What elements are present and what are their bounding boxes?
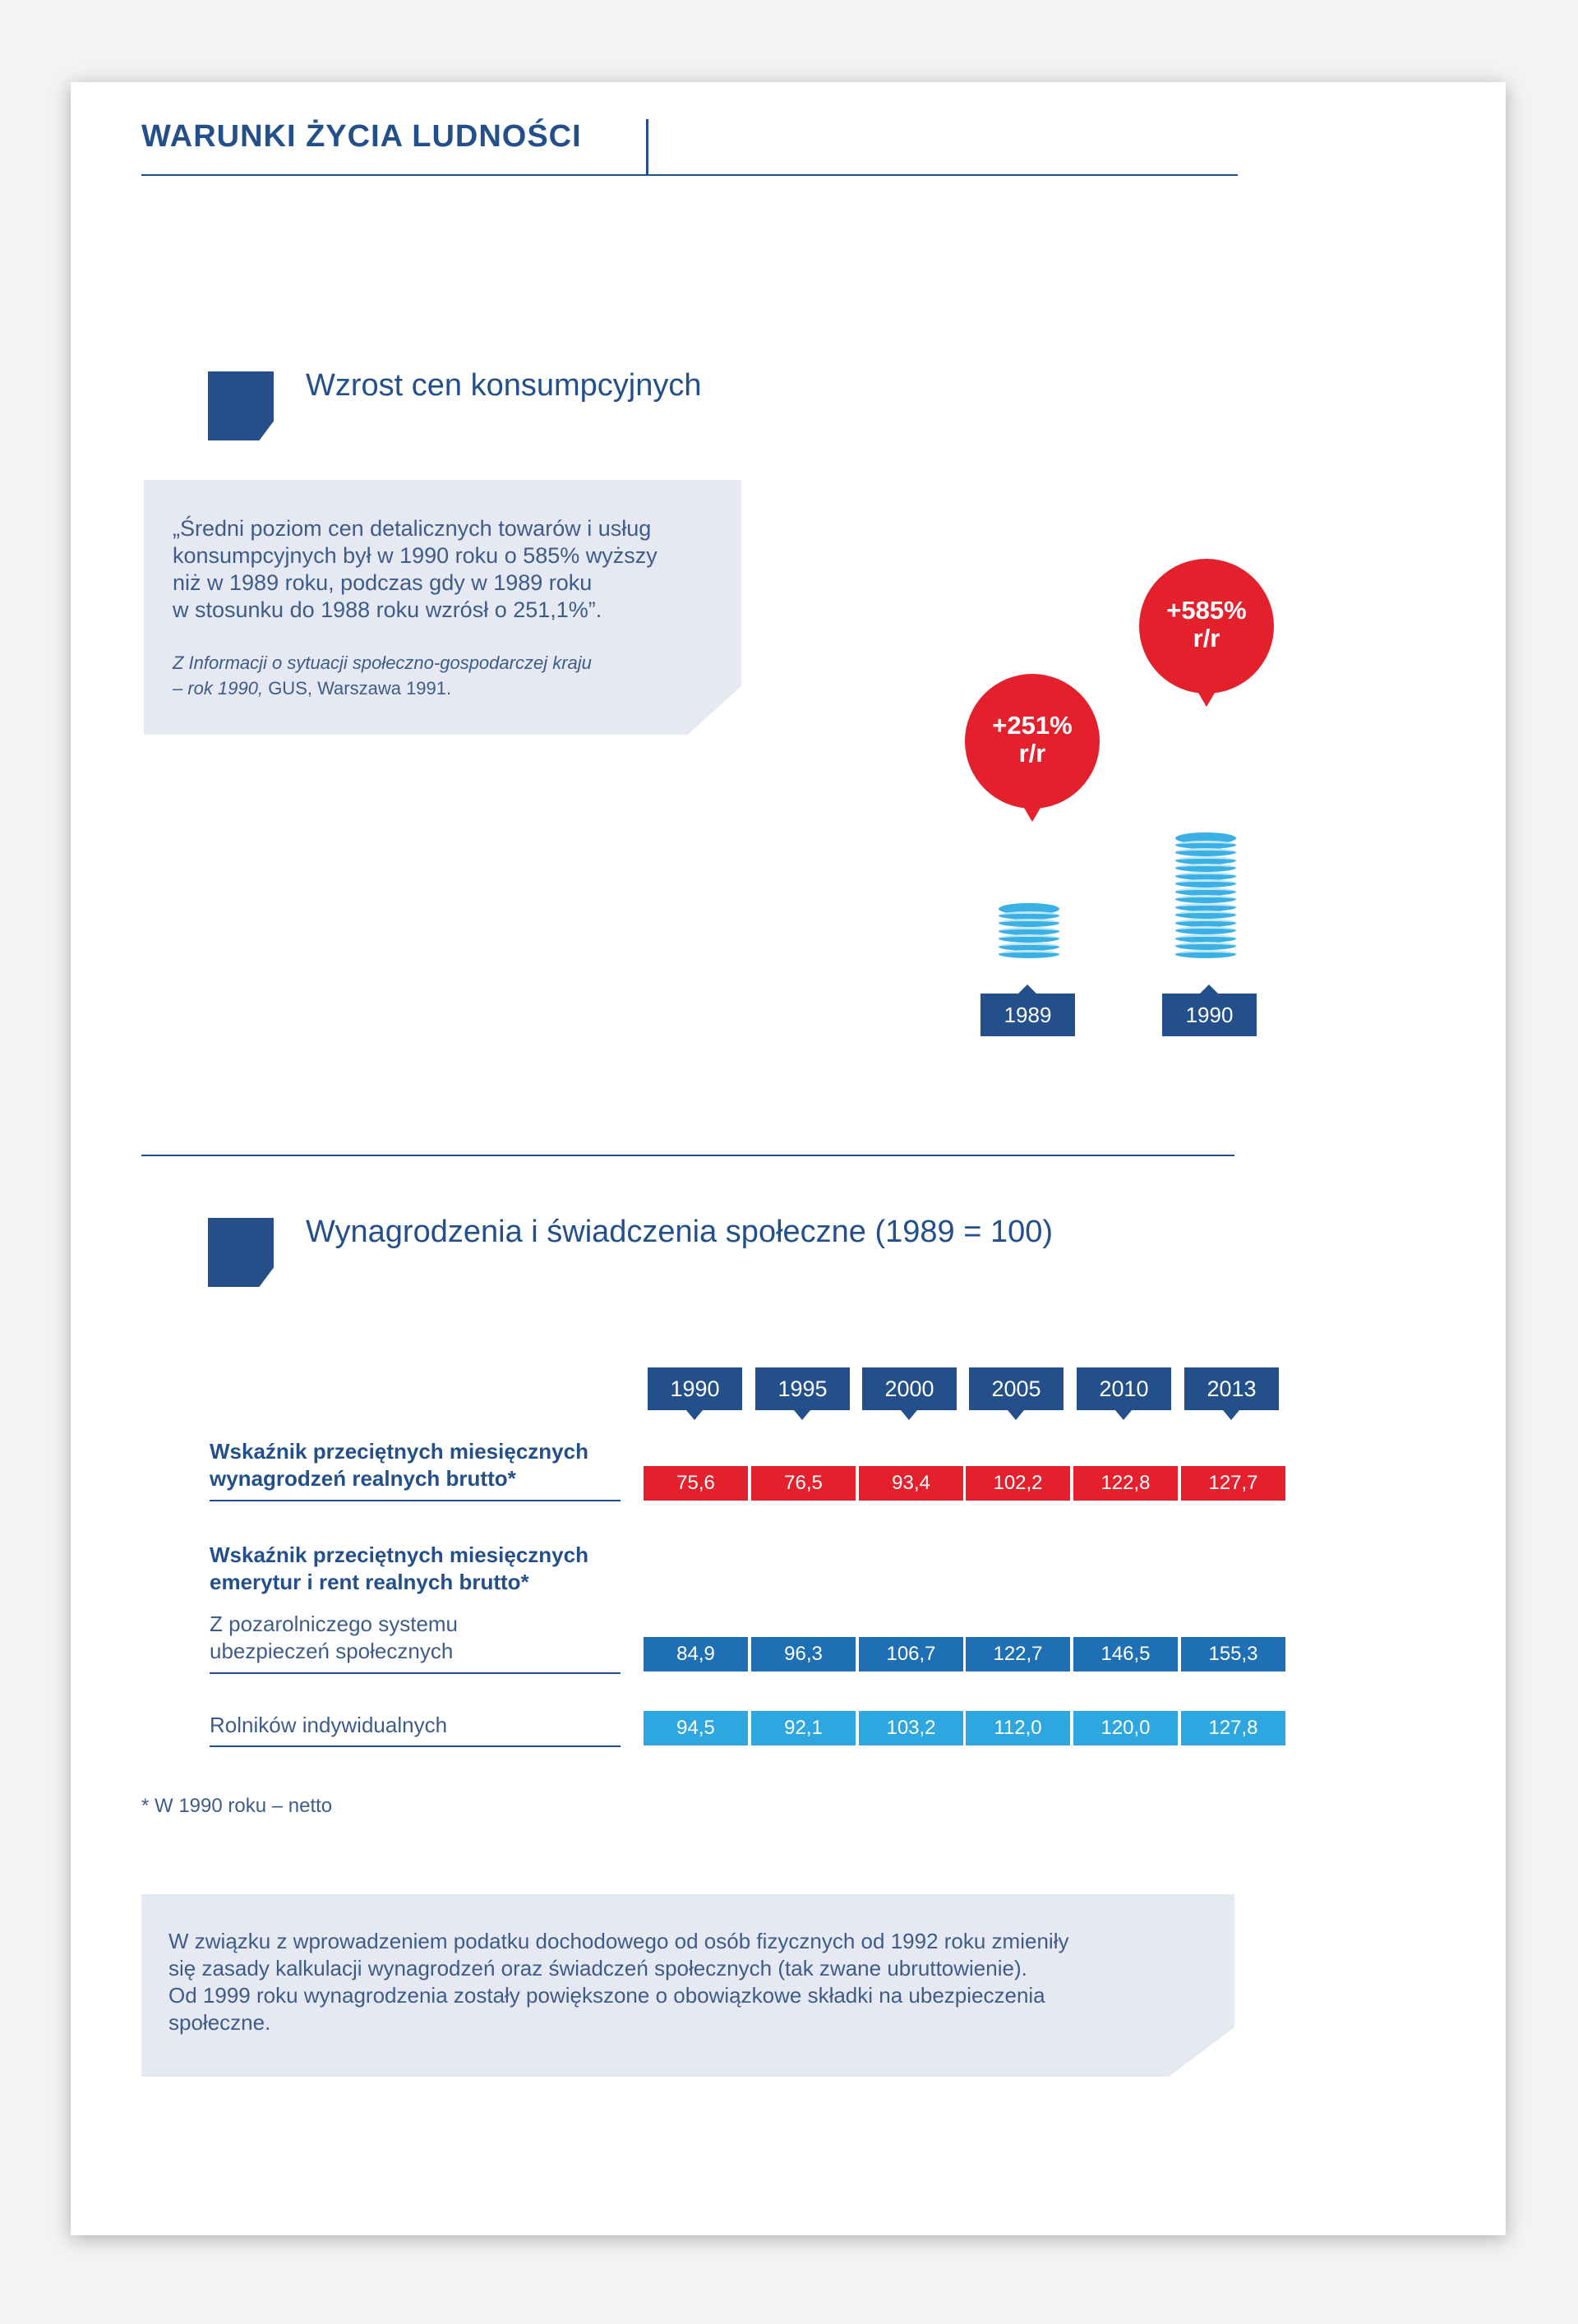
table-cell: 146,5: [1073, 1637, 1178, 1672]
table-cell: 96,3: [751, 1637, 856, 1672]
coin-icon: [1175, 942, 1236, 950]
year-header: 2010: [1077, 1367, 1171, 1410]
year-header: 1990: [648, 1367, 742, 1410]
coin-icon: [1175, 911, 1236, 919]
year-header: 2000: [862, 1367, 957, 1410]
year-header: 1995: [755, 1367, 850, 1410]
coin-icon: [1175, 895, 1236, 903]
coin-icon: [1175, 879, 1236, 888]
section-title-prices: Wzrost cen konsumpcyjnych: [306, 368, 702, 403]
year-header-pointer-icon: [901, 1410, 917, 1420]
row-label-line: Rolników indywidualnych: [210, 1713, 448, 1737]
growth-label: +251%: [992, 711, 1073, 740]
year-header-pointer-icon: [686, 1410, 703, 1420]
bubble-pointer-icon: [1196, 689, 1217, 707]
table-cell: 112,0: [966, 1711, 1070, 1745]
row-label-line: Z pozarolniczego systemu: [210, 1612, 459, 1636]
year-header-pointer-icon: [1008, 1410, 1024, 1420]
year-pointer-icon: [1200, 984, 1218, 994]
growth-label: +585%: [1166, 596, 1247, 625]
table-cell: 127,8: [1181, 1711, 1285, 1745]
table-cell: 106,7: [859, 1637, 963, 1672]
table-cell: 120,0: [1073, 1711, 1178, 1745]
row-label-non-agri: [210, 1611, 621, 1665]
title-rule: [141, 174, 1238, 176]
coin-icon: [1175, 950, 1236, 958]
growth-unit: r/r: [1018, 739, 1046, 768]
quote-line: konsumpcyjnych był w 1990 roku o 585% wyższy: [173, 543, 658, 568]
quote-source: [173, 650, 715, 701]
coin-icon: [1175, 926, 1236, 934]
year-label-1989: 1989: [980, 994, 1075, 1036]
year-header-pointer-icon: [1115, 1410, 1132, 1420]
source-publisher: GUS, Warszawa 1991.: [263, 678, 452, 699]
table-cell: 93,4: [859, 1466, 963, 1501]
section-marker-icon: [208, 1218, 274, 1287]
coin-stack-1990: [1175, 832, 1236, 961]
table-cell: 94,5: [644, 1711, 748, 1745]
coin-icon: [999, 919, 1059, 927]
section-title-wages: Wynagrodzenia i świadczenia społeczne (1989 = 100): [306, 1215, 1054, 1249]
section-separator: [141, 1155, 1234, 1156]
table-cell: 127,7: [1181, 1466, 1285, 1501]
coin-stack-1989: [999, 903, 1059, 961]
table-cell: 103,2: [859, 1711, 963, 1745]
row-rule: [210, 1745, 621, 1747]
row-label-line: wynagrodzeń realnych brutto*: [210, 1466, 516, 1491]
table-cell: 84,9: [644, 1637, 748, 1672]
table-cell: 122,7: [966, 1637, 1070, 1672]
row-label-line: Wskaźnik przeciętnych miesięcznych: [210, 1439, 588, 1464]
section-marker-icon: [208, 371, 274, 440]
quote-line: niż w 1989 roku, podczas gdy w 1989 roku: [173, 570, 593, 595]
note-line: społeczne.: [168, 2010, 271, 2035]
row-rule: [210, 1672, 621, 1674]
quote-line: „Średni poziom cen detalicznych towarów i usług: [173, 516, 652, 541]
row-label-wages: [210, 1438, 621, 1492]
row-label-line: emerytur i rent realnych brutto*: [210, 1570, 529, 1594]
source-line: Z Informacji o sytuacji społeczno-gospodarczej kraju: [173, 652, 592, 673]
growth-bubble-1989: [965, 674, 1100, 809]
growth-unit: r/r: [1193, 624, 1220, 652]
row-label-pensions: [210, 1542, 621, 1596]
row-rule: [210, 1500, 621, 1501]
table-cell: 122,8: [1073, 1466, 1178, 1501]
table-cell: 102,2: [966, 1466, 1070, 1501]
year-label-1990: 1990: [1162, 994, 1257, 1036]
year-header-pointer-icon: [1223, 1410, 1239, 1420]
bubble-pointer-icon: [1022, 804, 1043, 822]
table-cell: 75,6: [644, 1466, 748, 1501]
growth-bubble-1990: [1139, 559, 1274, 694]
quote-text: [173, 515, 715, 624]
row-label-line: Wskaźnik przeciętnych miesięcznych: [210, 1542, 588, 1567]
table-cell: 92,1: [751, 1711, 856, 1745]
coin-icon: [999, 934, 1059, 943]
table-cell: 155,3: [1181, 1637, 1285, 1672]
year-header: 2005: [969, 1367, 1064, 1410]
row-label-line: ubezpieczeń społecznych: [210, 1639, 454, 1663]
footnote: * W 1990 roku – netto: [141, 1795, 333, 1817]
note-line: W związku z wprowadzeniem podatku dochodowego od osób fizycznych od 1992 roku zmieniły: [168, 1929, 1069, 1953]
coin-icon: [1175, 848, 1236, 856]
year-pointer-icon: [1018, 984, 1036, 994]
title-divider: [646, 119, 648, 175]
table-cell: 76,5: [751, 1466, 856, 1501]
coin-icon: [999, 950, 1059, 958]
source-italic: – rok 1990,: [173, 678, 264, 699]
note-line: Od 1999 roku wynagrodzenia zostały powiększone o obowiązkowe składki na ubezpieczenia: [168, 1983, 1045, 2008]
note-text: [168, 1928, 1212, 2036]
coin-icon: [1175, 864, 1236, 872]
source-line: [173, 676, 715, 701]
quote-line: w stosunku do 1988 roku wzrósł o 251,1%”.: [173, 597, 602, 622]
page-title: WARUNKI ŻYCIA LUDNOŚCI: [141, 119, 582, 154]
row-label-farmers: [210, 1712, 621, 1739]
year-header-pointer-icon: [794, 1410, 810, 1420]
note-line: się zasady kalkulacji wynagrodzeń oraz świadczeń społecznych (tak zwane ubruttowienie).: [168, 1956, 1027, 1980]
year-header: 2013: [1184, 1367, 1279, 1410]
